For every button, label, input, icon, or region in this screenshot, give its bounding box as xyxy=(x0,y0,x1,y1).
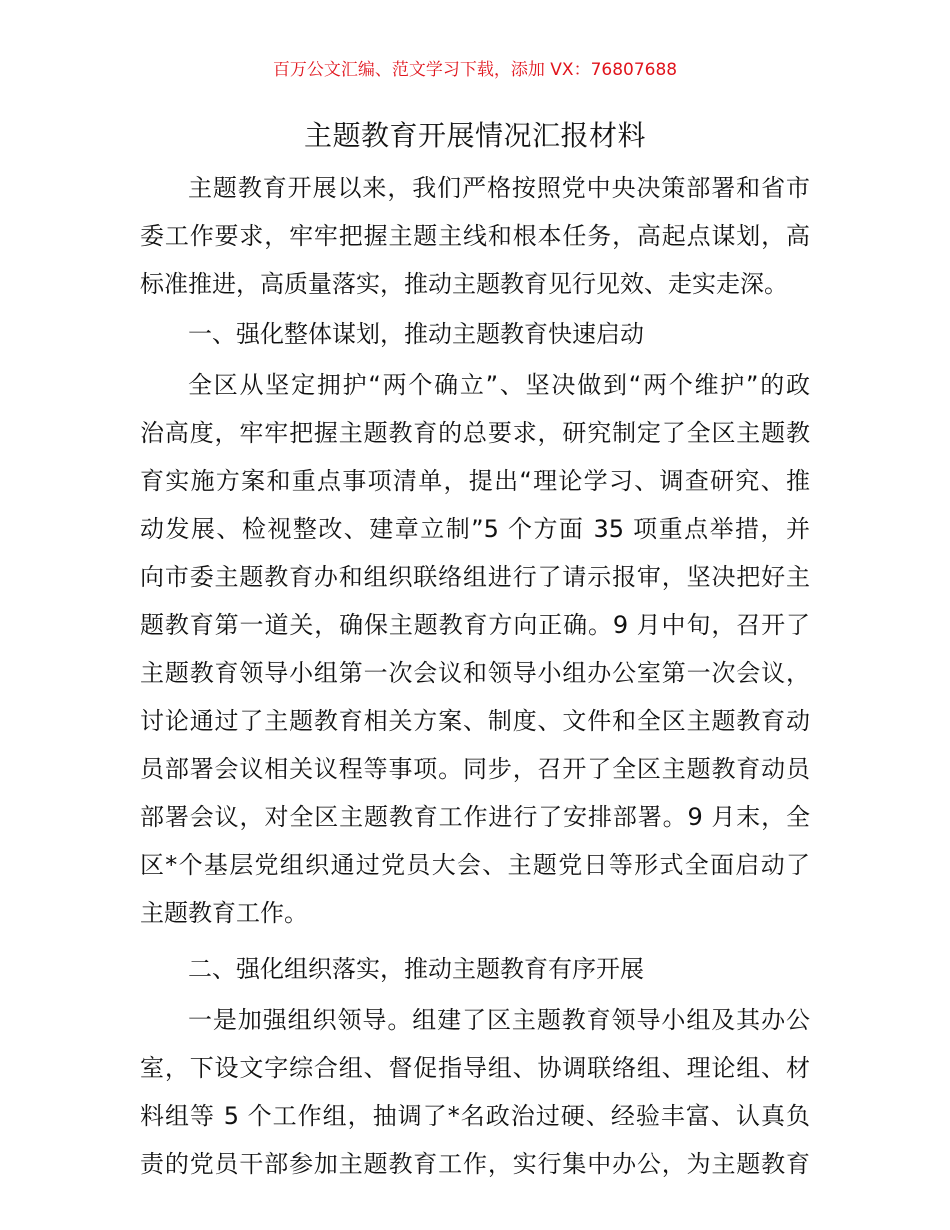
text-line: 责的党员干部参加主题教育工作，实行集中办公，为主题教育 xyxy=(140,1150,810,1178)
text-line: 料组等 5 个工作组，抽调了*名政治过硬、经验丰富、认真负 xyxy=(140,1102,810,1130)
section-2-heading: 二、强化组织落实，推动主题教育有序开展 xyxy=(188,955,644,983)
text-line: 动发展、检视整改、建章立制”5 个方面 35 项重点举措，并 xyxy=(140,515,810,543)
document-title: 主题教育开展情况汇报材料 xyxy=(303,119,646,152)
text-line: 向市委主题教育办和组织联络组进行了请示报审，坚决把好主 xyxy=(140,563,810,591)
text-line: 室，下设文字综合组、督促指导组、协调联络组、理论组、材 xyxy=(140,1054,810,1082)
text-line: 主题教育工作。 xyxy=(140,899,308,927)
text-line: 治高度，牢牢把握主题教育的总要求，研究制定了全区主题教 xyxy=(140,419,810,447)
text-line: 委工作要求，牢牢把握主题主线和根本任务，高起点谋划，高 xyxy=(140,222,810,250)
text-line: 全区从坚定拥护“两个确立”、坚决做到“两个维护”的政 xyxy=(188,371,810,399)
text-line: 区*个基层党组织通过党员大会、主题党日等形式全面启动了 xyxy=(140,851,810,879)
section-1 xyxy=(140,310,810,937)
section-2 xyxy=(140,945,810,1188)
watermark-banner: 百万公文汇编、范文学习下载，添加 VX：76807688 xyxy=(272,60,678,80)
text-line: 题教育第一道关，确保主题教育方向正确。9 月中旬，召开了 xyxy=(140,611,810,639)
text-line: 育实施方案和重点事项清单，提出“理论学习、调查研究、推 xyxy=(140,467,810,495)
text-line: 员部署会议相关议程等事项。同步，召开了全区主题教育动员 xyxy=(140,755,810,783)
text-line: 一是加强组织领导。组建了区主题教育领导小组及其办公 xyxy=(188,1006,810,1034)
intro-paragraph xyxy=(140,164,810,308)
section-1-heading: 一、强化整体谋划，推动主题教育快速启动 xyxy=(188,320,644,348)
text-line: 标准推进，高质量落实，推动主题教育见行见效、走实走深。 xyxy=(140,270,788,298)
document-body xyxy=(140,164,810,1188)
text-line: 主题教育领导小组第一次会议和领导小组办公室第一次会议， xyxy=(140,659,810,687)
text-line: 部署会议，对全区主题教育工作进行了安排部署。9 月末，全 xyxy=(140,803,810,831)
text-line: 讨论通过了主题教育相关方案、制度、文件和全区主题教育动 xyxy=(140,707,810,735)
text-line: 主题教育开展以来，我们严格按照党中央决策部署和省市 xyxy=(188,174,810,202)
